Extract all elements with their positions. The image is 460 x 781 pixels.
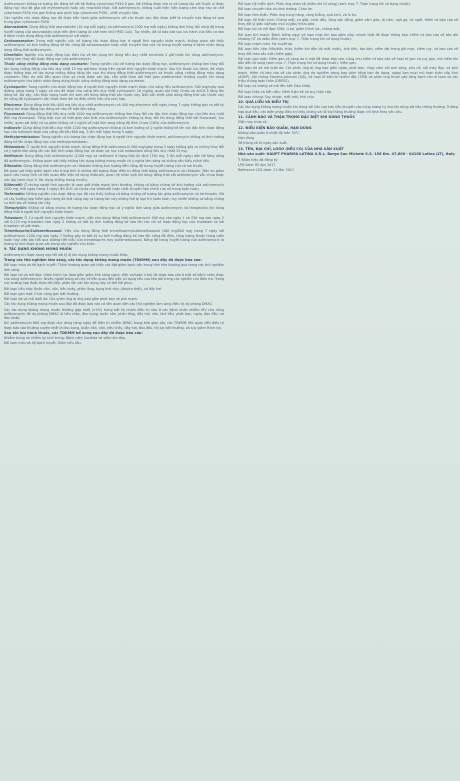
left-column xyxy=(4,2,224,347)
body-paragraph: Ý. Nhãn hiệu đã đăng ký xyxy=(238,157,278,162)
body-paragraph: Rối loạn da và mô dưới da: Các phản ứng dị ứng bao gồm phát ban và phù mạch. xyxy=(4,297,139,302)
interaction-paragraph xyxy=(4,103,224,112)
drug-label: Cyclosporin: xyxy=(4,84,27,89)
drug-label: Sildenafil: xyxy=(4,182,23,187)
body-paragraph: Rối loạn tai và mê đạo: Điếc, ù tai, giảm thính lực, chóng mặt. xyxy=(238,27,341,32)
drug-label: Carbamazepine: xyxy=(4,39,35,43)
drug-text: Nghiên cứu dược động học điều tra về tác dụng khi dùng liều duy nhất cimetidin 2 giờ trước khi dùng azithromycin, không làm thay đổi dược động học của azithromycin. xyxy=(4,52,224,61)
interaction-paragraph xyxy=(4,145,224,154)
body-paragraph: Rối loạn hệ thần kinh: Chóng mặt, co giật, nhức đầu, tăng vận động, giảm cảm giác, dị cảm, ngủ gà, và ngất. Hiếm có báo cáo về thay đổi vị giác và/hoặc mùi vị giác/ khứu giác. xyxy=(238,17,458,26)
body-paragraph: Rối loạn thận và tiết niệu: Viêm thận kẽ và suy thận cấp. xyxy=(238,89,333,94)
interaction-paragraph xyxy=(4,192,224,205)
body-paragraph: Rối loạn máu và hệ bạch huyết: Thỉnh thoảng quan sát thấy các đợt giảm bạch cầu trung tính nhẹ thoáng qua trong các thử nghiệm lâm sàng. xyxy=(4,263,224,272)
right-column xyxy=(238,2,458,173)
interaction-paragraph xyxy=(4,216,224,229)
body-paragraph: Reference CDS date: 21 Mar 2017 xyxy=(238,168,295,173)
drug-label: Cimetidin: xyxy=(4,52,24,57)
drug-text: Trong nghiên cứu tương tác dược động học ở người tình nguyện khỏe mạnh, azithromycin không có ảnh hưởng đáng kể lên dược động học của methylprednisolon. xyxy=(4,135,224,144)
section-heading: Trong các thử nghiệm lâm sàng, các tác dụng không mong muốn (TDKMM) sau đây đã được báo cáo: xyxy=(4,257,202,262)
drug-text: Những nghiên cứu dược động học đã cho thấy không có bằng chứng về tương tác giữa azithromycin và terfenadin. Đã có các trường hợp hiếm gặp trong đó khả năng xảy ra tương tác này không thể bị loại trừ hoàn toàn; tuy nhiên không có bằng chứng cụ thể nào về tương tác này. xyxy=(4,192,224,205)
drug-text: Dùng đồng thời liều duy nhất 1200 mg azithromycin không làm thay đổi các đặc tính dược động học của liều duy nhất 800 mg fluconazol. Tổng tiếp xúc và thời gian bán thải của azithromycin không bị thay đổi khi dùng đồng thời với fluconazol, tuy nhiên, quan sát thấy có sự giảm không có ý nghĩa về mặt lâm sàng nồng độ đỉnh Cmax (18%) của azithromycin. xyxy=(4,112,224,125)
drug-label: Efavirenz: xyxy=(4,102,23,107)
interaction-paragraph xyxy=(4,126,224,135)
drug-label: Midazolam: xyxy=(4,144,26,149)
body-paragraph: Rối loạn tiêu hóa: Nôn/tiêu chảy (hiếm khi dẫn tới mất nước), khó tiêu, táo bón, viêm đại tràng giả mạc, viêm tụy, và báo cáo về thay đổi màu sắc lưỡi (hiếm gặp). xyxy=(238,47,458,56)
body-paragraph: Nhiễm trùng và nhiễm ký sinh trùng: Bệnh nấm Candida và viêm âm đạo. xyxy=(4,336,126,341)
body-paragraph: Rối loạn tai và mê đạo: Giảm thính lực (bao gồm giảm khả năng nghe, điếc và/hoặc ù tai) đã được báo cáo ở một số bệnh nhân được cho dùng azithromycin. Nhiều người trong số này có liên quan đến việc sử dụng liều cao kéo dài trong các nghiên cứu điều tra. Trong các trường hợp được theo dõi tiếp, phần lớn các tác dụng này có thể hồi phục. xyxy=(4,272,224,286)
drug-text: Dùng đồng thời azithromycin và rifabutin không ảnh hưởng đến nồng độ trong huyết tương của cả hai thuốc. xyxy=(23,163,204,168)
drug-text: Việc cho dùng đồng thời trimethoprim/sulfamethoxazol (160 mg/800 mg) trong 7 ngày với azithromycin 1200 mg vào ngày 7 không gây ra bất kỳ sự ảnh hưởng đáng kể nào lên nồng độ đỉnh, tổng lượng thuốc trong tuần hoàn hay việc bài tiết qua đường tiết niệu của trimethoprim hay sulfamethoxazol. Nồng độ trong huyết tương của azithromycin là tương tự như được quan sát trong các nghiên cứu khác. xyxy=(4,229,224,246)
body-paragraph: LPD date: 05 Apr 2017 xyxy=(238,162,276,167)
section-heading: 11. CẢNH BÁO VÀ THẬN TRỌNG ĐẶC BIỆT KHI DÙNG THUỐC xyxy=(238,114,356,119)
body-paragraph: Rối loạn mạch máu: Hạ huyết áp. xyxy=(238,42,294,46)
drug-text: Dùng đồng thời azithromycin (1200 mg) và nelfinavir ở trạng thái ổn định (750 mg, 3 lần mỗi ngày) dẫn tới tăng nồng độ azithromycin. Không quan sát thấy những tác dụng không mong muốn có ý nghĩa lâm sàng và không cần điều chỉnh liều. xyxy=(4,154,224,163)
body-paragraph: Các nghiên cứu dược động học đã được tiến hành giữa azithromycin với các thuốc sau đây được biết là chuyển hóa đáng kể qua trung gian cytochrom P450. xyxy=(4,15,224,24)
body-paragraph: Các tác dụng không mong muốn khi dùng với liều cao hơn liều khuyến cáo cũng tương tự như khi dùng với liều thông thường. Trường hợp quá liều, các biện pháp điều trị triệu chứng và hỗ trợ thông thường được chỉ định theo yêu cầu. xyxy=(238,105,458,114)
drug-label: Indinavir: xyxy=(4,125,22,130)
drug-text: Ở 14 người tình nguyện khỏe mạnh, việc cho dùng đồng thời azithromycin 500 mg vào ngày 1 và 250 mg vào ngày 2 với 0,125 mg triazolam vào ngày 2 không có bất kỳ ảnh hưởng đáng kể nào lên các chỉ số dược động học của triazolam so với triazolam và giả dược. xyxy=(4,215,224,228)
body-paragraph: Rối loạn chung: Suy nhược, mệt mỏi, khó chịu. xyxy=(238,94,315,99)
interaction-paragraph xyxy=(4,229,224,246)
body-paragraph: Hiện nay chưa có. xyxy=(238,120,268,125)
drug-text: Dùng đồng thời liều duy nhất 1200 mg azithromycin không có ảnh hưởng có ý nghĩa thống kê lên các đặc tính dược động học của indinavir được cho uống với liều 800 mg, 3 lần mỗi ngày trong 5 ngày. xyxy=(4,125,224,134)
body-paragraph: Rối loạn gan mật: Chức năng gan bất thường. xyxy=(4,291,80,296)
drug-text: Dùng đồng thời atorvastatin (10 mg mỗi ngày) và azithromycin (500 mg mỗi ngày) không làm thay đổi nồng độ trong huyết tương của atorvastatin (dựa trên định lượng ức chế men khử HMG CoA). Tuy nhiên, đã có báo cáo sau lưu hành của tiêu cơ vân ở bệnh nhân dùng đồng thời azithromycin với statin. xyxy=(4,25,224,38)
section-heading: 9. TÁC DỤNG KHÔNG MONG MUỐN xyxy=(4,247,72,252)
interaction-paragraph xyxy=(4,53,224,62)
interaction-paragraph xyxy=(4,62,224,83)
drug-text: Trong nghiên cứu về tương tác dược động học, azithromycin không làm thay đổi tác dụng chống đông của liều duy nhất 15 mg warfarin dùng trên người tình nguyện khỏe mạnh. Sau khi thuốc lưu hành, đã nhận được thông báo về tác dụng chống đông tăng lên sau khi dùng đồng thời azithromycin và thuốc uống chống đông máu dạng coumarin. Mặc dù mối liên quan thực sự chưa được xác lập, cần phải theo dõi thời gian prothrombin thường xuyên khi dùng azithromycin cho bệnh nhân đang dùng thuốc uống chống đông máu dạng coumarin. xyxy=(4,62,224,84)
section-heading: 10. QUÁ LIỀU VÀ ĐIỀU TRỊ xyxy=(238,100,289,104)
body-paragraph: Rối loạn máu và hệ bạch huyết: Giảm tiểu cầu. xyxy=(4,341,82,346)
body-paragraph: Đã quan sát thấy giảm bạch cầu trung tính ở những đối tượng được điều trị đồng thời bằng azithromycin và rifabutin. Mặc dù giảm bạch cầu trung tính có liên quan đến việc sử dụng rifabutin, quan hệ nhân quả khi dùng đồng thời với azithromycin vẫn chưa được xác lập (xem mục 9. Tác dụng không mong muốn). xyxy=(4,169,224,182)
body-paragraph: Rối loạn chuyển hóa và dinh dưỡng: Chán ăn. xyxy=(238,7,314,12)
body-paragraph: Rối loạn hệ miễn dịch: Phản ứng phản vệ (hiếm khi tử vong) (xem mục 7. Thận trọng khi sử dụng thuốc). xyxy=(238,2,412,6)
body-paragraph: Rối loạn gan mật: Viêm gan và vàng da ứ mật đã được báo cáo, cũng như hiếm có báo cáo về hoại tử gan và suy gan, mà hiếm khi dẫn đến tử vong (xem mục 7. Thận trọng khi sử dụng thuốc). Viêm gan. xyxy=(238,56,458,65)
body-paragraph: Azithromycin được dung nạp tốt với tỷ lệ tác dụng không mong muốn thấp. xyxy=(4,252,129,257)
interaction-paragraph xyxy=(4,206,224,215)
drug-text: Ở những người tình nguyện là nam giới khỏe mạnh bình thường, không có bằng chứng về ảnh hưởng của azithromycin (500 mg, mỗi ngày trong 3 ngày) lên AUC và Cmax của sildenafil hoặc chất chuyển hóa chính của nó trong tuần hoàn. xyxy=(4,182,224,191)
drug-label: Terfenadin: xyxy=(4,192,26,197)
body-paragraph: Rối loạn tim mạch: Đánh trống ngực và loạn nhịp tim bao gồm nhịp nhanh thất đã được thông báo. Hiếm có báo cáo về kéo dài khoảng QT và xoắn đỉnh (xem mục 7. Thận trọng khi sử dụng thuốc). xyxy=(238,32,458,41)
drug-label: Theophyllin: xyxy=(4,206,28,210)
drug-text: Không có bằng chứng về tương tác dược động học có ý nghĩa lâm sàng giữa azithromycin và theophyllin khi dùng đồng thời ở người tình nguyện khỏe mạnh. xyxy=(4,206,224,215)
drug-label: Trimethoprim/Sulfamethoxazol: xyxy=(4,229,63,234)
body-paragraph: Rối loạn cơ xương và mô liên kết: Đau khớp. xyxy=(238,84,312,89)
section-heading: 12. ĐIỀU KIỆN BẢO QUẢN, HẠN DÙNG xyxy=(238,125,312,130)
drug-label: Thuốc uống chống đông máu dạng coumarin: xyxy=(4,62,89,67)
section-heading: Sau khi lưu hành thuốc, các TDKMM bổ sung sau đây đã được báo cáo: xyxy=(4,330,143,335)
body-paragraph: Khi azithromycin 600 mg được cho dùng hàng ngày để điều trị nhiễm DMAC trong thời gian dài, các TDKMM liên quan đến điều trị được báo cáo thường xuyên nhất là đau bụng, buồn nôn, nôn, tiêu chảy, đầy hơi, đau đầu, thị lực bất thường, và suy giảm thính lực. xyxy=(4,321,224,330)
section-heading: 13. TÊN, ĐỊA CHỈ, LOGO (NẾU CÓ) CỦA NHÀ SẢN XUẤT xyxy=(238,146,344,151)
body-paragraph: Các tác dụng không mong muốn sau đây đã được báo cáo có liên quan đến các thử nghiệm lâm sàng điều trị dự phòng DMAC: xyxy=(4,302,213,307)
body-paragraph: Azithromycin không có tương tác đáng kể với hệ thống cytochrom P450 ở gan. Nó không được cho là có tương tác với thuốc vì được động học như đã gặp với erythromycin hoặc các macrolid khác. Với azithromycin, không xuất hiện hiện tượng cảm ứng hay ức chế cytochrom P450 của gan thông qua phức hợp cytochrom P450 - chất chuyển hóa. xyxy=(4,2,224,15)
body-paragraph: Hạn dùng xyxy=(238,136,255,141)
drug-label: Rifabutin: xyxy=(4,163,23,168)
interaction-paragraph xyxy=(4,164,224,168)
drug-label: Atorvastatin: xyxy=(4,25,29,30)
body-paragraph: Rối loạn tiêu hóa: Buồn nôn, nôn, tiêu chảy, phân lỏng, bụng khó chịu (đau/co thắt), và đầy hơi. xyxy=(4,286,163,291)
section-heading: Nhà sản xuất: HAUPT PHARMA LATINA S.R.L. Borgo San Michele S.S. 156 Km. 47,600 - 04100 Latina (LT), Italy. xyxy=(238,152,456,157)
body-paragraph: Các tác dụng không mong muốn thường gặp nhất (>5%) trong bất kỳ nhóm điều trị nào ở các bệnh nhân nhiễm HIV cho dùng azithromycin để dự phòng DMAC là tiêu chảy, đau bụng, buồn nôn, phân lỏng, đầy hơi, nôn, khó tiêu, phát ban, ngứa, đau đầu, và đau khớp. xyxy=(4,307,224,321)
drug-label: Triazolam: xyxy=(4,215,24,220)
interaction-paragraph xyxy=(4,154,224,163)
body-paragraph: Rối loạn tâm thần: Phản ứng hung hăng, căng thẳng, quá kích, và lo âu. xyxy=(238,12,357,17)
drug-label: Fluconazol: xyxy=(4,112,26,116)
interaction-paragraph xyxy=(4,85,224,102)
drug-text: Dùng đồng thời liều 600 mg liều duy nhất azithromycin và 400 mg efavirenz mỗi ngày trong 7 ngày không gây ra bất kỳ tương tác dược động học đáng kể nào về mặt lâm sàng. xyxy=(4,102,224,111)
interaction-paragraph xyxy=(4,39,224,52)
body-paragraph: Không bảo quản ở nhiệt độ trên 30°C. xyxy=(238,130,301,135)
interaction-paragraph xyxy=(4,112,224,125)
drug-label: Nelfinavir: xyxy=(4,154,24,159)
body-paragraph: Rối loạn da và mô dưới da: Các phản ứng dị ứng bao gồm ngứa, phát ban, nhạy cảm với ánh sáng, phù nề, nổi mày đay, và phù mạch. Hiếm có báo cáo về các phản ứng da nghiêm trọng bao gồm hồng ban đa dạng, ngoại ban mụn mủ toàn thân cấp tính (AGEP), hội chứng Stevens-Johnson (SJS), và hoại tử biểu bì nhiễm độc (TEN) và phản ứng thuốc gây tăng bạch cầu ái toan và các triệu chứng toàn thân (DRESS). xyxy=(238,66,458,83)
drug-label: Methylprednisolon: xyxy=(4,135,41,140)
drug-text: Ở người tình nguyện khỏe mạnh, dùng đồng thời azithromycin 500 mg/ngày trong 3 ngày không gây ra những thay đổi có ý nghĩa lâm sàng lên các đặc tính dược động học và dược lực học của midazolam dùng liều duy nhất 15 mg. xyxy=(4,144,224,153)
drug-text: Trong nghiên cứu dược động học ở người tình nguyện khỏe mạnh được cho uống liều azithromycin 500 mg/ngày qua đường uống trong 3 ngày và sau đó được cho uống liều duy nhất cyclosporin 10 mg/kg, quan sát thấy Cmax và AUC0-5 tăng lên đáng kể. Do vậy, cần thận trọng trước khi xem xét dùng đồng thời các thuốc này. Nếu cần thiết phải dùng đồng thời các thuốc này thì nồng độ cyclosporin cần được theo dõi và điều chỉnh liều cho phù hợp. xyxy=(4,84,224,102)
interaction-paragraph xyxy=(4,183,224,192)
interaction-paragraph xyxy=(4,135,224,144)
body-paragraph: 36 tháng kể từ ngày sản xuất. xyxy=(238,141,288,146)
drug-text: Trong một nghiên cứu về tương tác dược động học ở người tình nguyện khỏe mạnh, không quan sát thấy azithromycin có ảnh hưởng đáng kể lên nồng độ carbamazepin hoặc chất chuyển hóa của nó trong huyết tương ở bệnh nhân đang dùng đồng thời azithromycin. xyxy=(4,39,224,52)
interaction-paragraph xyxy=(4,25,224,38)
